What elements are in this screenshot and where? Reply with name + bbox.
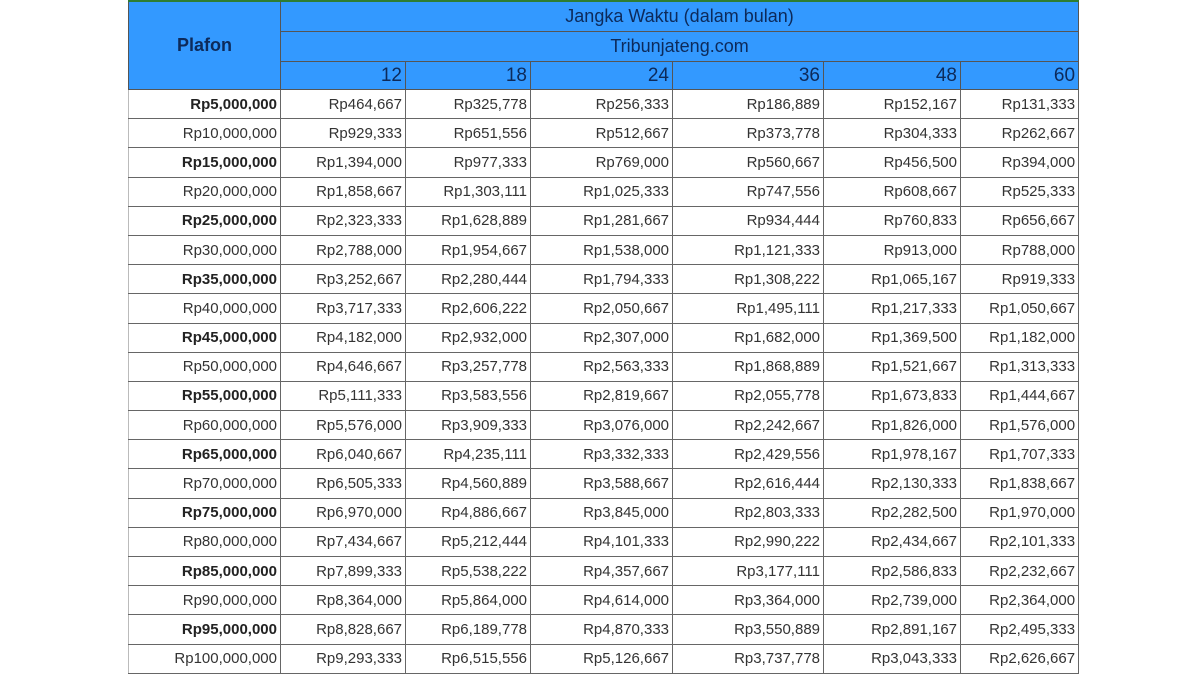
installment-cell: Rp2,990,222 (673, 527, 824, 556)
installment-cell: Rp1,182,000 (961, 323, 1079, 352)
installment-cell: Rp2,282,500 (824, 498, 961, 527)
installment-cell: Rp6,189,778 (406, 615, 531, 644)
installment-cell: Rp1,050,667 (961, 294, 1079, 323)
plafon-cell: Rp30,000,000 (129, 235, 281, 264)
installment-cell: Rp373,778 (673, 119, 824, 148)
plafon-header: Plafon (129, 1, 281, 90)
installment-cell: Rp2,616,444 (673, 469, 824, 498)
installment-cell: Rp9,293,333 (281, 644, 406, 673)
installment-cell: Rp1,121,333 (673, 235, 824, 264)
installment-cell: Rp1,673,833 (824, 381, 961, 410)
table-row (129, 586, 1079, 615)
installment-cell: Rp2,819,667 (531, 381, 673, 410)
installment-cell: Rp3,737,778 (673, 644, 824, 673)
installment-cell: Rp2,563,333 (531, 352, 673, 381)
installment-cell: Rp656,667 (961, 206, 1079, 235)
installment-cell: Rp131,333 (961, 90, 1079, 119)
installment-cell: Rp929,333 (281, 119, 406, 148)
installment-cell: Rp5,126,667 (531, 644, 673, 673)
installment-cell: Rp769,000 (531, 148, 673, 177)
installment-cell: Rp977,333 (406, 148, 531, 177)
table-row (129, 469, 1079, 498)
installment-cell: Rp1,538,000 (531, 235, 673, 264)
plafon-cell: Rp20,000,000 (129, 177, 281, 206)
installment-cell: Rp464,667 (281, 90, 406, 119)
plafon-cell: Rp10,000,000 (129, 119, 281, 148)
table-row (129, 527, 1079, 556)
installment-cell: Rp788,000 (961, 235, 1079, 264)
installment-cell: Rp3,043,333 (824, 644, 961, 673)
plafon-cell: Rp60,000,000 (129, 411, 281, 440)
installment-cell: Rp919,333 (961, 265, 1079, 294)
installment-cell: Rp2,242,667 (673, 411, 824, 440)
table-row (129, 119, 1079, 148)
installment-cell: Rp5,538,222 (406, 557, 531, 586)
table-row (129, 557, 1079, 586)
installment-cell: Rp2,130,333 (824, 469, 961, 498)
term-header-24: 24 (531, 62, 673, 90)
installment-cell: Rp1,628,889 (406, 206, 531, 235)
installment-cell: Rp186,889 (673, 90, 824, 119)
installment-cell: Rp2,280,444 (406, 265, 531, 294)
installment-cell: Rp4,646,667 (281, 352, 406, 381)
installment-cell: Rp1,217,333 (824, 294, 961, 323)
installment-cell: Rp2,891,167 (824, 615, 961, 644)
installment-cell: Rp2,101,333 (961, 527, 1079, 556)
installment-cell: Rp5,864,000 (406, 586, 531, 615)
installment-cell: Rp4,101,333 (531, 527, 673, 556)
installment-cell: Rp3,364,000 (673, 586, 824, 615)
installment-cell: Rp3,717,333 (281, 294, 406, 323)
installment-cell: Rp913,000 (824, 235, 961, 264)
installment-cell: Rp1,303,111 (406, 177, 531, 206)
installment-cell: Rp1,970,000 (961, 498, 1079, 527)
plafon-cell: Rp100,000,000 (129, 644, 281, 673)
installment-cell: Rp3,332,333 (531, 440, 673, 469)
plafon-cell: Rp95,000,000 (129, 615, 281, 644)
installment-cell: Rp8,364,000 (281, 586, 406, 615)
table-row (129, 644, 1079, 673)
installment-cell: Rp4,870,333 (531, 615, 673, 644)
term-header-48: 48 (824, 62, 961, 90)
plafon-cell: Rp85,000,000 (129, 557, 281, 586)
plafon-cell: Rp35,000,000 (129, 265, 281, 294)
table-row (129, 498, 1079, 527)
installment-cell: Rp2,932,000 (406, 323, 531, 352)
installment-cell: Rp1,794,333 (531, 265, 673, 294)
table-row (129, 294, 1079, 323)
installment-cell: Rp2,606,222 (406, 294, 531, 323)
installment-cell: Rp1,521,667 (824, 352, 961, 381)
installment-cell: Rp512,667 (531, 119, 673, 148)
table-row (129, 440, 1079, 469)
term-group-header: Jangka Waktu (dalam bulan) (281, 1, 1079, 32)
plafon-cell: Rp90,000,000 (129, 586, 281, 615)
installment-cell: Rp4,614,000 (531, 586, 673, 615)
installment-cell: Rp2,429,556 (673, 440, 824, 469)
installment-cell: Rp4,560,889 (406, 469, 531, 498)
installment-cell: Rp6,515,556 (406, 644, 531, 673)
installment-cell: Rp1,308,222 (673, 265, 824, 294)
term-header-18: 18 (406, 62, 531, 90)
plafon-cell: Rp50,000,000 (129, 352, 281, 381)
term-header-36: 36 (673, 62, 824, 90)
installment-cell: Rp5,111,333 (281, 381, 406, 410)
table-row (129, 235, 1079, 264)
installment-cell: Rp3,583,556 (406, 381, 531, 410)
plafon-cell: Rp80,000,000 (129, 527, 281, 556)
loan-installment-table (128, 0, 1079, 674)
installment-cell: Rp3,588,667 (531, 469, 673, 498)
installment-cell: Rp560,667 (673, 148, 824, 177)
installment-cell: Rp3,909,333 (406, 411, 531, 440)
installment-cell: Rp7,899,333 (281, 557, 406, 586)
installment-cell: Rp152,167 (824, 90, 961, 119)
installment-cell: Rp2,495,333 (961, 615, 1079, 644)
installment-cell: Rp3,177,111 (673, 557, 824, 586)
installment-cell: Rp651,556 (406, 119, 531, 148)
installment-cell: Rp760,833 (824, 206, 961, 235)
installment-cell: Rp2,364,000 (961, 586, 1079, 615)
installment-cell: Rp8,828,667 (281, 615, 406, 644)
plafon-cell: Rp45,000,000 (129, 323, 281, 352)
installment-cell: Rp6,040,667 (281, 440, 406, 469)
table-row (129, 90, 1079, 119)
term-header-12: 12 (281, 62, 406, 90)
installment-cell: Rp5,576,000 (281, 411, 406, 440)
installment-cell: Rp7,434,667 (281, 527, 406, 556)
table-row (129, 615, 1079, 644)
installment-cell: Rp2,586,833 (824, 557, 961, 586)
installment-cell: Rp1,978,167 (824, 440, 961, 469)
installment-cell: Rp304,333 (824, 119, 961, 148)
installment-cell: Rp1,394,000 (281, 148, 406, 177)
installment-cell: Rp4,886,667 (406, 498, 531, 527)
installment-cell: Rp2,323,333 (281, 206, 406, 235)
installment-cell: Rp2,434,667 (824, 527, 961, 556)
installment-cell: Rp1,313,333 (961, 352, 1079, 381)
plafon-cell: Rp65,000,000 (129, 440, 281, 469)
installment-cell: Rp3,257,778 (406, 352, 531, 381)
installment-cell: Rp1,369,500 (824, 323, 961, 352)
installment-cell: Rp2,050,667 (531, 294, 673, 323)
plafon-cell: Rp5,000,000 (129, 90, 281, 119)
source-label: Tribunjateng.com (281, 32, 1079, 62)
installment-cell: Rp1,281,667 (531, 206, 673, 235)
installment-cell: Rp394,000 (961, 148, 1079, 177)
table-row (129, 148, 1079, 177)
installment-cell: Rp747,556 (673, 177, 824, 206)
installment-cell: Rp1,495,111 (673, 294, 824, 323)
installment-cell: Rp1,576,000 (961, 411, 1079, 440)
installment-cell: Rp3,550,889 (673, 615, 824, 644)
installment-cell: Rp3,845,000 (531, 498, 673, 527)
table-row (129, 411, 1079, 440)
installment-cell: Rp1,444,667 (961, 381, 1079, 410)
table-body (129, 90, 1079, 674)
installment-cell: Rp1,826,000 (824, 411, 961, 440)
installment-cell: Rp2,055,778 (673, 381, 824, 410)
installment-cell: Rp1,858,667 (281, 177, 406, 206)
installment-cell: Rp4,235,111 (406, 440, 531, 469)
installment-cell: Rp4,357,667 (531, 557, 673, 586)
plafon-cell: Rp55,000,000 (129, 381, 281, 410)
installment-cell: Rp4,182,000 (281, 323, 406, 352)
plafon-cell: Rp70,000,000 (129, 469, 281, 498)
installment-cell: Rp2,232,667 (961, 557, 1079, 586)
installment-cell: Rp256,333 (531, 90, 673, 119)
installment-cell: Rp1,682,000 (673, 323, 824, 352)
installment-cell: Rp2,739,000 (824, 586, 961, 615)
plafon-cell: Rp25,000,000 (129, 206, 281, 235)
table-row (129, 352, 1079, 381)
installment-cell: Rp1,838,667 (961, 469, 1079, 498)
installment-cell: Rp2,788,000 (281, 235, 406, 264)
installment-cell: Rp325,778 (406, 90, 531, 119)
installment-cell: Rp3,252,667 (281, 265, 406, 294)
plafon-cell: Rp40,000,000 (129, 294, 281, 323)
installment-cell: Rp456,500 (824, 148, 961, 177)
installment-cell: Rp1,707,333 (961, 440, 1079, 469)
installment-cell: Rp3,076,000 (531, 411, 673, 440)
installment-cell: Rp6,505,333 (281, 469, 406, 498)
term-header-60: 60 (961, 62, 1079, 90)
installment-cell: Rp1,954,667 (406, 235, 531, 264)
installment-cell: Rp2,626,667 (961, 644, 1079, 673)
table-row (129, 265, 1079, 294)
installment-cell: Rp1,868,889 (673, 352, 824, 381)
installment-cell: Rp1,065,167 (824, 265, 961, 294)
installment-cell: Rp934,444 (673, 206, 824, 235)
installment-cell: Rp525,333 (961, 177, 1079, 206)
installment-cell: Rp1,025,333 (531, 177, 673, 206)
table-row (129, 177, 1079, 206)
table-row (129, 323, 1079, 352)
installment-cell: Rp2,803,333 (673, 498, 824, 527)
installment-cell: Rp2,307,000 (531, 323, 673, 352)
table-row (129, 381, 1079, 410)
installment-cell: Rp262,667 (961, 119, 1079, 148)
table-row (129, 206, 1079, 235)
plafon-cell: Rp15,000,000 (129, 148, 281, 177)
installment-cell: Rp6,970,000 (281, 498, 406, 527)
installment-cell: Rp608,667 (824, 177, 961, 206)
installment-cell: Rp5,212,444 (406, 527, 531, 556)
plafon-cell: Rp75,000,000 (129, 498, 281, 527)
